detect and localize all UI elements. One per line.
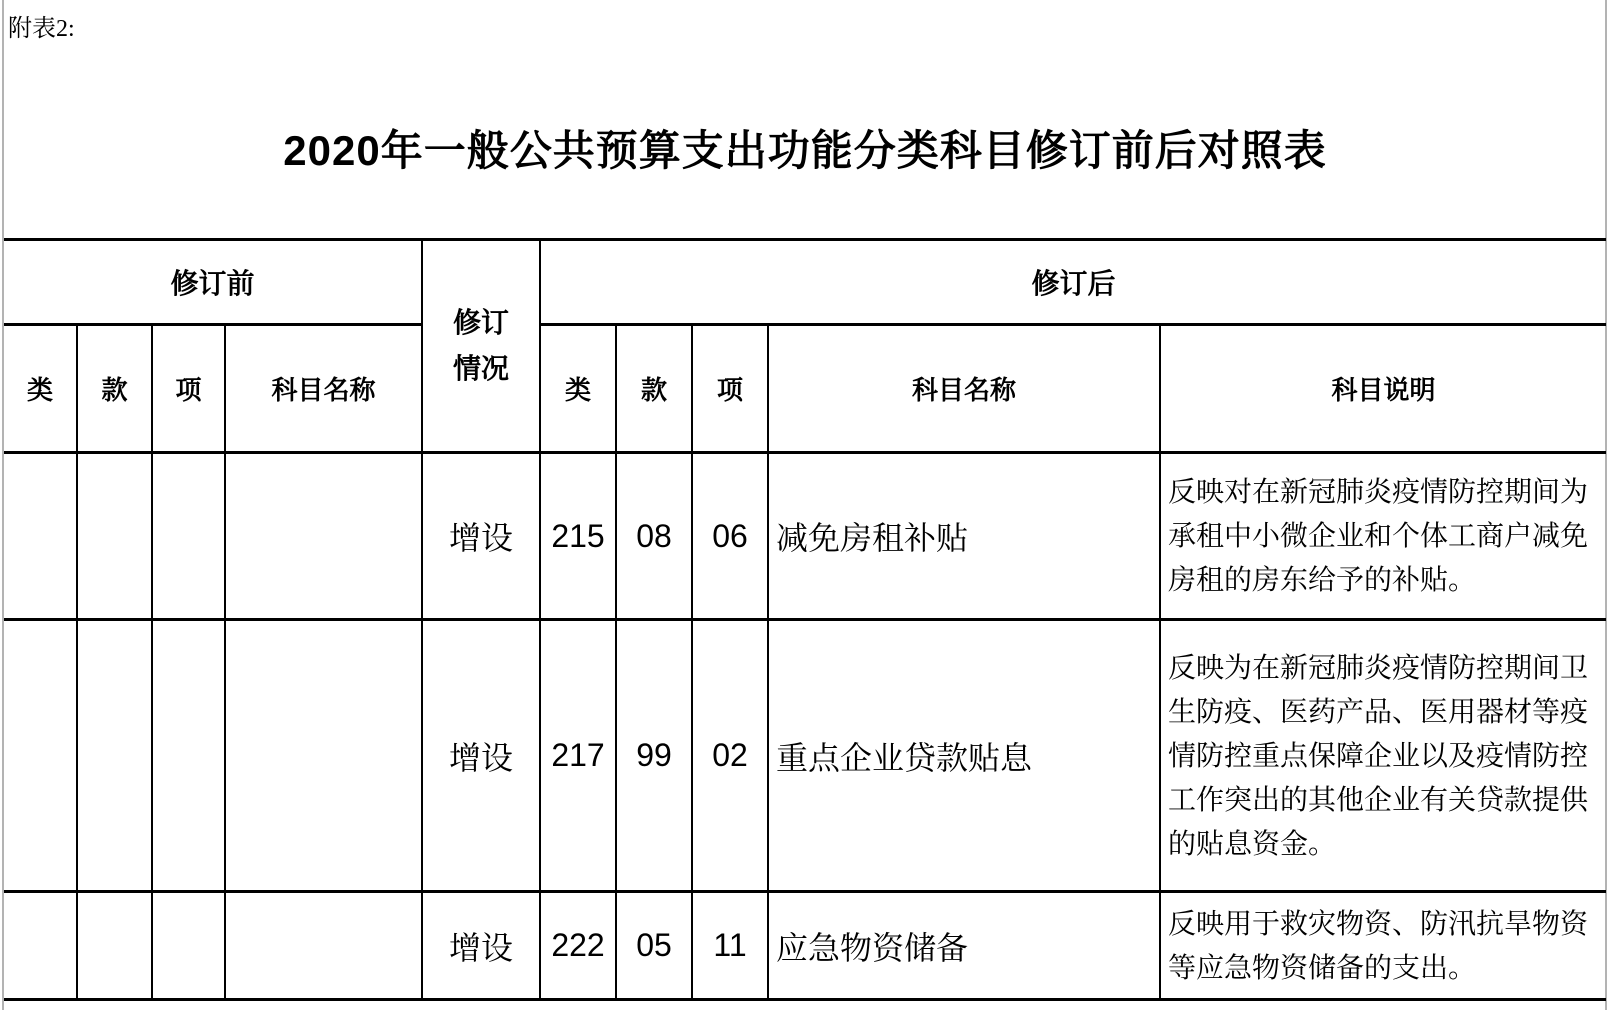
- header-before-section: 款: [77, 325, 152, 453]
- header-before-subject-name: 科目名称: [225, 325, 422, 453]
- cell-before-subject-name: [225, 453, 422, 620]
- header-before-item: 项: [152, 325, 225, 453]
- comparison-table: [4, 238, 1606, 1001]
- header-columns-row: [4, 325, 1606, 453]
- header-after-item: 项: [692, 325, 768, 453]
- cell-after-item: 11: [692, 892, 768, 1000]
- header-revision-group: 修订情况: [422, 240, 540, 453]
- header-after-subject-description: 科目说明: [1160, 325, 1606, 453]
- cell-after-subject-name: 减免房租补贴: [768, 453, 1160, 620]
- table-row: [4, 453, 1606, 620]
- cell-after-item: 06: [692, 453, 768, 620]
- table-row: [4, 892, 1606, 1000]
- cell-after-subject-name: 应急物资储备: [768, 892, 1160, 1000]
- cell-after-section: 05: [616, 892, 692, 1000]
- cell-after-subject-description: 反映对在新冠肺炎疫情防控期间为承租中小微企业和个体工商户减免房租的房东给予的补贴。: [1160, 453, 1606, 620]
- revision-comparison-table: [4, 238, 1606, 1001]
- header-after-class: 类: [540, 325, 616, 453]
- header-before-group: 修订前: [4, 240, 422, 325]
- header-after-section: 款: [616, 325, 692, 453]
- cell-before-subject-name: [225, 892, 422, 1000]
- cell-after-subject-name: 重点企业贷款贴息: [768, 620, 1160, 892]
- cell-before-class: [4, 453, 77, 620]
- header-before-class: 类: [4, 325, 77, 453]
- cell-before-class: [4, 620, 77, 892]
- cell-before-item: [152, 453, 225, 620]
- annex-label: 附表2:: [8, 16, 75, 42]
- cell-after-section: 08: [616, 453, 692, 620]
- cell-before-item: [152, 892, 225, 1000]
- cell-after-class: 217: [540, 620, 616, 892]
- cell-after-subject-description: 反映用于救灾物资、防汛抗旱物资等应急物资储备的支出。: [1160, 892, 1606, 1000]
- cell-after-subject-description: 反映为在新冠肺炎疫情防控期间卫生防疫、医药产品、医用器材等疫情防控重点保障企业以及疫情防控工作突出的其他企业有关贷款提供的贴息资金。: [1160, 620, 1606, 892]
- cell-revision-status: 增设: [422, 620, 540, 892]
- cell-revision-status: 增设: [422, 892, 540, 1000]
- cell-before-item: [152, 620, 225, 892]
- cell-after-item: 02: [692, 620, 768, 892]
- cell-before-subject-name: [225, 620, 422, 892]
- cell-revision-status: 增设: [422, 453, 540, 620]
- cell-before-section: [77, 892, 152, 1000]
- page-title: 2020年一般公共预算支出功能分类科目修订前后对照表: [283, 127, 1327, 174]
- cell-before-section: [77, 453, 152, 620]
- header-after-subject-name: 科目名称: [768, 325, 1160, 453]
- header-group-row: [4, 240, 1606, 325]
- cell-before-section: [77, 620, 152, 892]
- cell-after-section: 99: [616, 620, 692, 892]
- cell-before-class: [4, 892, 77, 1000]
- header-after-group: 修订后: [540, 240, 1606, 325]
- table-row: [4, 620, 1606, 892]
- cell-after-class: 222: [540, 892, 616, 1000]
- cell-after-class: 215: [540, 453, 616, 620]
